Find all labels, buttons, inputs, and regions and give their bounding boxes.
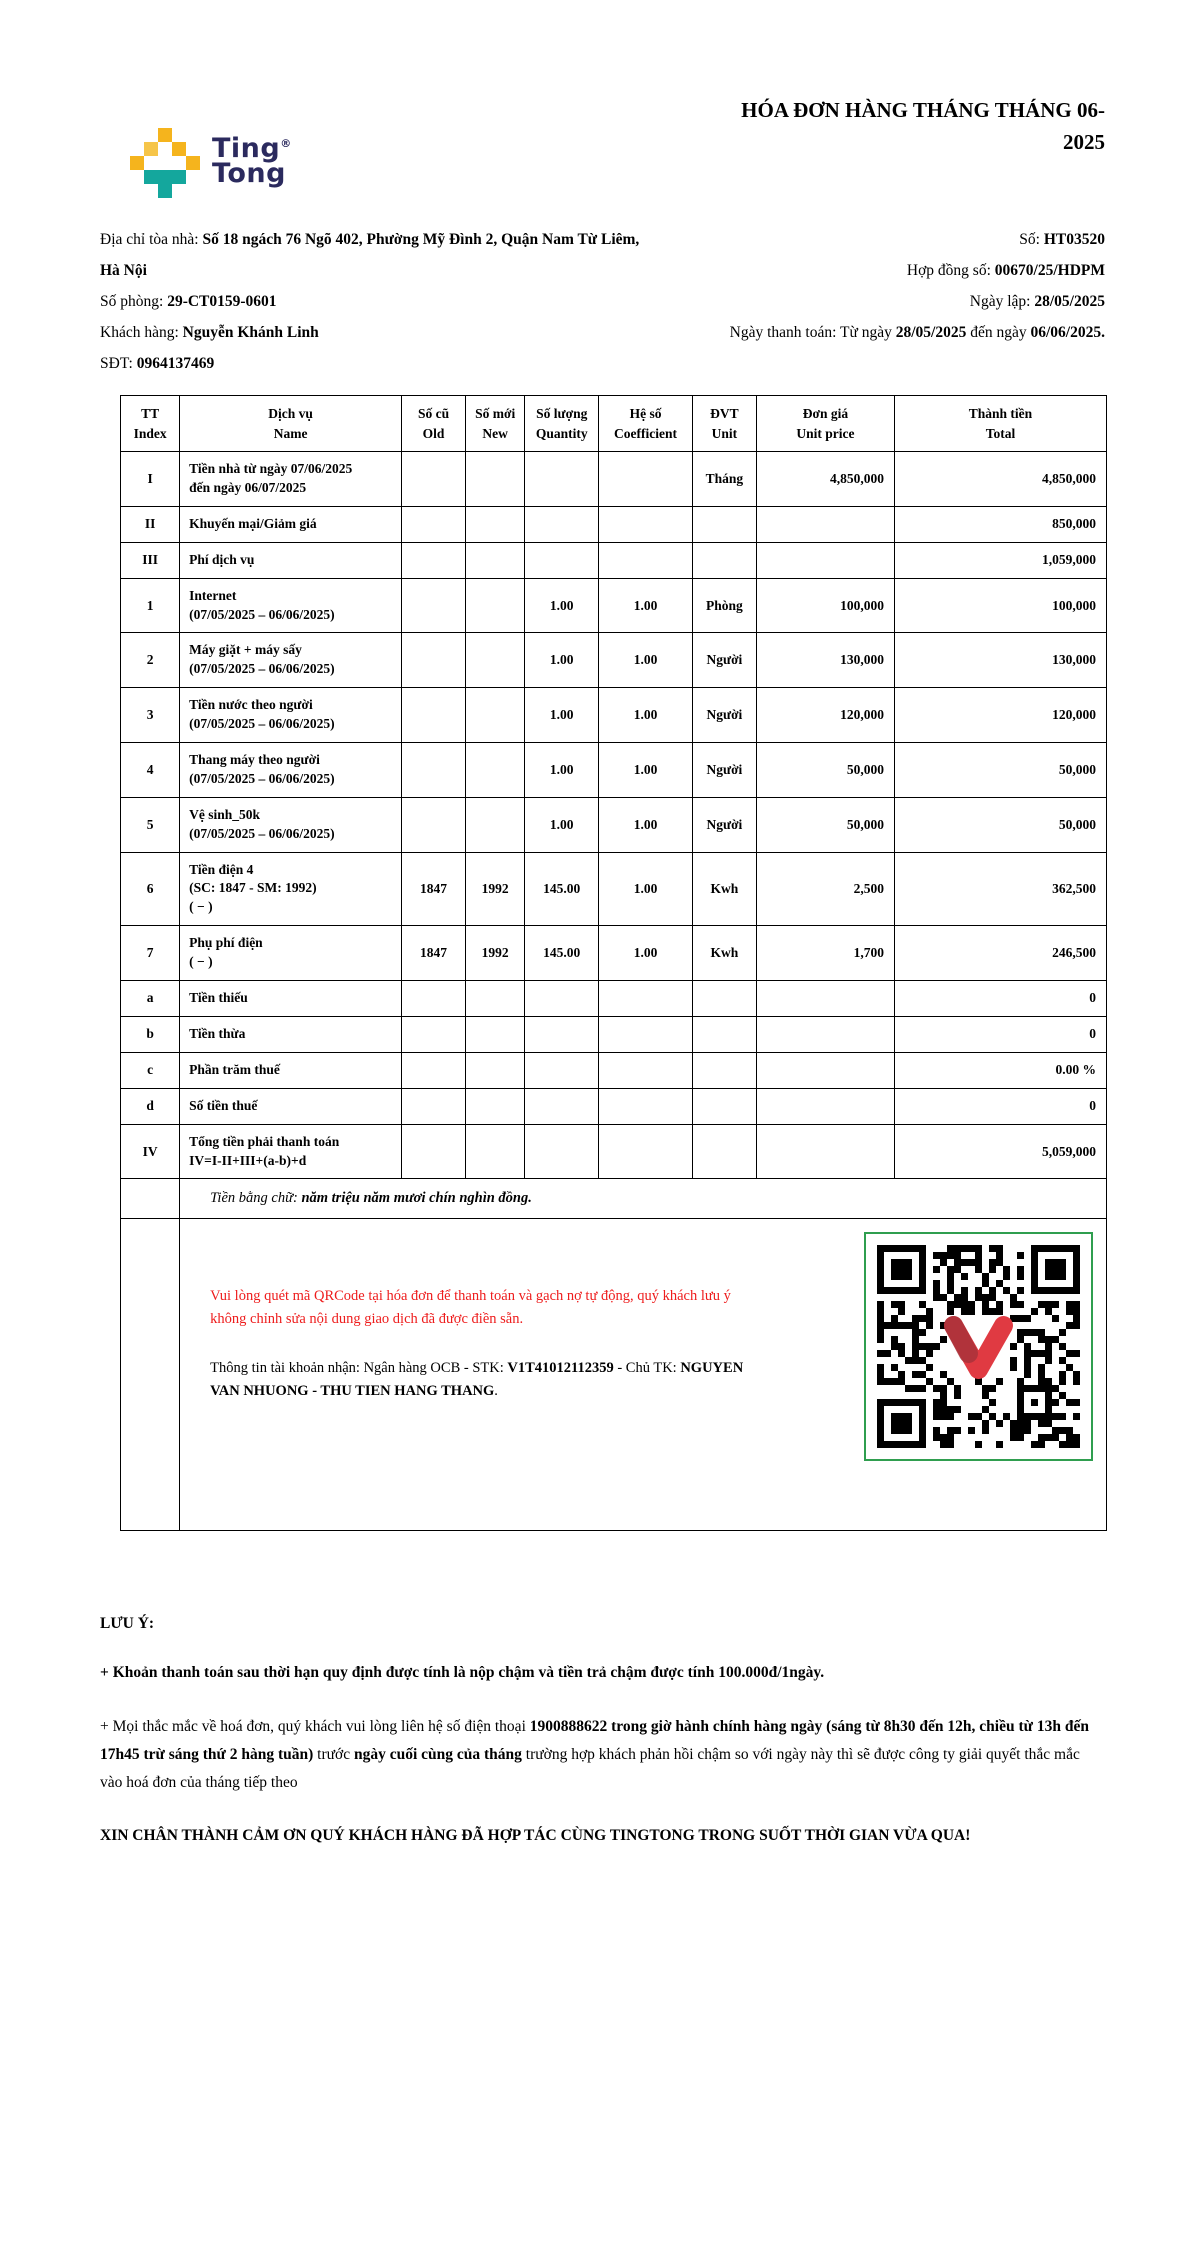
table-row — [121, 926, 1107, 981]
quantity-cell: 1.00 — [525, 633, 599, 688]
service-name-cell: Khuyến mại/Giảm giá — [180, 506, 402, 542]
new-reading-cell — [466, 506, 525, 542]
column-header: Dịch vụ Name — [180, 396, 402, 452]
unit-cell: Người — [692, 743, 756, 798]
old-reading-cell — [402, 688, 466, 743]
new-reading-cell — [466, 981, 525, 1017]
unit-cell: Người — [692, 688, 756, 743]
qr-warning-note: Vui lòng quét mã QRCode tại hóa đơn để thanh toán và gạch nợ tự động, quý khách lưu ý không chỉnh sửa nội dung giao dịch đã được điền sẵn. — [210, 1288, 731, 1327]
coefficient-cell — [599, 452, 693, 507]
quantity-cell — [525, 506, 599, 542]
quantity-cell: 1.00 — [525, 688, 599, 743]
table-row — [121, 743, 1107, 798]
column-header: Hệ số Coefficient — [599, 396, 693, 452]
tingtong-logo-icon — [130, 128, 200, 198]
bank-account-info: Thông tin tài khoản nhận: Ngân hàng OCB - STK: V1T41012112359 - Chủ TK: NGUYEN VAN NHUONG - THU TIEN HANG THANG. — [210, 1360, 744, 1399]
coefficient-cell — [599, 1052, 693, 1088]
index-cell: I — [121, 452, 180, 507]
unit-price-cell: 4,850,000 — [756, 452, 894, 507]
issue-date: Ngày lập: 28/05/2025 — [969, 293, 1105, 310]
coefficient-cell — [599, 506, 693, 542]
coefficient-cell: 1.00 — [599, 852, 693, 926]
empty-cell — [121, 1219, 180, 1531]
document-title: HÓA ĐƠN HÀNG THÁNG THÁNG 06- 2025 — [741, 98, 1105, 154]
index-cell: c — [121, 1052, 180, 1088]
index-cell: b — [121, 1016, 180, 1052]
invoice-number: Số: HT03520 — [1019, 231, 1105, 248]
quantity-cell — [525, 981, 599, 1017]
coefficient-cell: 1.00 — [599, 633, 693, 688]
coefficient-cell — [599, 542, 693, 578]
empty-cell — [121, 1179, 180, 1219]
old-reading-cell — [402, 506, 466, 542]
unit-price-cell: 100,000 — [756, 578, 894, 633]
quantity-cell — [525, 542, 599, 578]
old-reading-cell: 1847 — [402, 852, 466, 926]
total-cell: 5,059,000 — [894, 1124, 1106, 1179]
old-reading-cell — [402, 743, 466, 798]
old-reading-cell — [402, 797, 466, 852]
coefficient-cell — [599, 1124, 693, 1179]
hotline-note: + Mọi thắc mắc về hoá đơn, quý khách vui lòng liên hệ số điện thoại 1900888622 trong giờ hành chính hàng ngày (sáng từ 8h30 đến 12h, chiều từ 13h đến 17h45 trừ sáng thứ 2 hàng tuần) trước ngày cuối cùng của tháng trường hợp khách phản hồi chậm so với ngày này thì sẽ được công ty giải quyết thắc mắc vào hoá đơn của tháng tiếp theo — [100, 1718, 1089, 1791]
unit-cell — [692, 1016, 756, 1052]
quantity-cell: 145.00 — [525, 926, 599, 981]
total-cell: 0.00 % — [894, 1052, 1106, 1088]
registered-mark: ® — [280, 137, 292, 150]
old-reading-cell — [402, 452, 466, 507]
table-row — [121, 852, 1107, 926]
unit-cell: Tháng — [692, 452, 756, 507]
index-cell: II — [121, 506, 180, 542]
new-reading-cell — [466, 633, 525, 688]
notes-heading: LƯU Ý: — [100, 1615, 155, 1633]
unit-price-cell — [756, 1016, 894, 1052]
unit-cell: Phòng — [692, 578, 756, 633]
table-row — [121, 1052, 1107, 1088]
new-reading-cell — [466, 1052, 525, 1088]
unit-price-cell — [756, 1088, 894, 1124]
column-header: ĐVT Unit — [692, 396, 756, 452]
payment-period: Ngày thanh toán: Từ ngày 28/05/2025 đến ngày 06/06/2025. — [729, 324, 1105, 341]
new-reading-cell — [466, 688, 525, 743]
service-name-cell: Tổng tiền phải thanh toán IV=I-II+III+(a-b)+d — [180, 1124, 402, 1179]
unit-price-cell: 50,000 — [756, 797, 894, 852]
table-row — [121, 797, 1107, 852]
old-reading-cell — [402, 1088, 466, 1124]
qr-code-frame — [864, 1232, 1093, 1461]
quantity-cell: 1.00 — [525, 578, 599, 633]
index-cell: 2 — [121, 633, 180, 688]
footer-notes — [100, 1615, 1105, 1849]
coefficient-cell: 1.00 — [599, 926, 693, 981]
new-reading-cell: 1992 — [466, 852, 525, 926]
index-cell: IV — [121, 1124, 180, 1179]
room-number: Số phòng: 29-CT0159-0601 — [100, 293, 277, 310]
table-row — [121, 542, 1107, 578]
coefficient-cell — [599, 981, 693, 1017]
total-cell: 850,000 — [894, 506, 1106, 542]
header — [100, 95, 1105, 198]
table-row — [121, 633, 1107, 688]
table-row — [121, 688, 1107, 743]
total-cell: 50,000 — [894, 743, 1106, 798]
service-name-cell: Phụ phí điện ( − ) — [180, 926, 402, 981]
quantity-cell — [525, 1016, 599, 1052]
new-reading-cell — [466, 1088, 525, 1124]
coefficient-cell — [599, 1016, 693, 1052]
total-cell: 0 — [894, 1088, 1106, 1124]
old-reading-cell — [402, 1052, 466, 1088]
unit-price-cell: 130,000 — [756, 633, 894, 688]
coefficient-cell — [599, 1088, 693, 1124]
unit-cell — [692, 542, 756, 578]
unit-price-cell — [756, 981, 894, 1017]
quantity-cell: 145.00 — [525, 852, 599, 926]
amount-in-words-row — [121, 1179, 1107, 1219]
table-row — [121, 1124, 1107, 1179]
quantity-cell — [525, 452, 599, 507]
index-cell: d — [121, 1088, 180, 1124]
unit-cell — [692, 1052, 756, 1088]
service-name-cell: Vệ sinh_50k (07/05/2025 – 06/06/2025) — [180, 797, 402, 852]
table-row — [121, 578, 1107, 633]
index-cell: a — [121, 981, 180, 1017]
old-reading-cell — [402, 1016, 466, 1052]
total-cell: 362,500 — [894, 852, 1106, 926]
total-cell: 1,059,000 — [894, 542, 1106, 578]
column-header: Số cũ Old — [402, 396, 466, 452]
new-reading-cell — [466, 743, 525, 798]
new-reading-cell — [466, 542, 525, 578]
total-cell: 4,850,000 — [894, 452, 1106, 507]
unit-cell — [692, 981, 756, 1017]
new-reading-cell — [466, 578, 525, 633]
total-cell: 0 — [894, 1016, 1106, 1052]
column-header: Số lượng Quantity — [525, 396, 599, 452]
index-cell: 1 — [121, 578, 180, 633]
invoice-table — [120, 395, 1107, 1531]
service-name-cell: Thang máy theo người (07/05/2025 – 06/06/2025) — [180, 743, 402, 798]
service-name-cell: Số tiền thuế — [180, 1088, 402, 1124]
new-reading-cell — [466, 1124, 525, 1179]
payment-instructions — [180, 1219, 864, 1402]
old-reading-cell — [402, 633, 466, 688]
total-cell: 130,000 — [894, 633, 1106, 688]
table-body — [121, 452, 1107, 1179]
table-row — [121, 1088, 1107, 1124]
amount-in-words: Tiền bằng chữ: năm triệu năm mươi chín nghìn đồng. — [180, 1179, 1107, 1219]
thank-you-note: XIN CHÂN THÀNH CẢM ƠN QUÝ KHÁCH HÀNG ĐÃ HỢP TÁC CÙNG TINGTONG TRONG SUỐT THỜI GIAN VỪA QUA! — [100, 1827, 971, 1845]
old-reading-cell — [402, 578, 466, 633]
index-cell: 6 — [121, 852, 180, 926]
unit-cell — [692, 1124, 756, 1179]
old-reading-cell — [402, 542, 466, 578]
new-reading-cell — [466, 452, 525, 507]
column-header: Thành tiền Total — [894, 396, 1106, 452]
total-cell: 50,000 — [894, 797, 1106, 852]
unit-cell — [692, 1088, 756, 1124]
service-name-cell: Internet (07/05/2025 – 06/06/2025) — [180, 578, 402, 633]
table-row — [121, 506, 1107, 542]
index-cell: 7 — [121, 926, 180, 981]
quantity-cell — [525, 1088, 599, 1124]
coefficient-cell: 1.00 — [599, 743, 693, 798]
old-reading-cell — [402, 1124, 466, 1179]
service-name-cell: Tiền điện 4 (SC: 1847 - SM: 1992) ( − ) — [180, 852, 402, 926]
quantity-cell — [525, 1124, 599, 1179]
contract-number: Hợp đồng số: 00670/25/HDPM — [906, 262, 1105, 279]
table-header-row — [121, 396, 1107, 452]
customer-info — [100, 224, 644, 379]
coefficient-cell: 1.00 — [599, 578, 693, 633]
table-row — [121, 981, 1107, 1017]
tingtong-logo-text: Ting® Tong — [212, 133, 292, 190]
index-cell: 4 — [121, 743, 180, 798]
customer-phone: SĐT: 0964137469 — [100, 355, 215, 372]
unit-price-cell — [756, 542, 894, 578]
invoice-meta — [644, 224, 1105, 379]
quantity-cell: 1.00 — [525, 797, 599, 852]
column-header: Đơn giá Unit price — [756, 396, 894, 452]
service-name-cell: Tiền thừa — [180, 1016, 402, 1052]
index-cell: 5 — [121, 797, 180, 852]
late-payment-note: + Khoản thanh toán sau thời hạn quy định được tính là nộp chậm và tiền trả chậm được tính 100.000đ/1ngày. — [100, 1664, 825, 1682]
coefficient-cell: 1.00 — [599, 797, 693, 852]
coefficient-cell: 1.00 — [599, 688, 693, 743]
qr-code — [877, 1245, 1080, 1448]
unit-price-cell: 1,700 — [756, 926, 894, 981]
unit-price-cell — [756, 506, 894, 542]
service-name-cell: Tiền nhà từ ngày 07/06/2025 đến ngày 06/07/2025 — [180, 452, 402, 507]
service-name-cell: Tiền nước theo người (07/05/2025 – 06/06/2025) — [180, 688, 402, 743]
old-reading-cell — [402, 981, 466, 1017]
customer-name: Khách hàng: Nguyễn Khánh Linh — [100, 324, 319, 341]
column-header: Số mới New — [466, 396, 525, 452]
unit-cell: Người — [692, 797, 756, 852]
unit-price-cell: 50,000 — [756, 743, 894, 798]
service-name-cell: Máy giặt + máy sấy (07/05/2025 – 06/06/2025) — [180, 633, 402, 688]
total-cell: 0 — [894, 981, 1106, 1017]
total-cell: 100,000 — [894, 578, 1106, 633]
total-cell: 120,000 — [894, 688, 1106, 743]
old-reading-cell: 1847 — [402, 926, 466, 981]
tingtong-logo — [130, 128, 292, 198]
new-reading-cell — [466, 797, 525, 852]
unit-cell: Người — [692, 633, 756, 688]
service-name-cell: Phần trăm thuế — [180, 1052, 402, 1088]
unit-cell: Kwh — [692, 926, 756, 981]
column-header: TT Index — [121, 396, 180, 452]
unit-price-cell: 120,000 — [756, 688, 894, 743]
quantity-cell: 1.00 — [525, 743, 599, 798]
unit-price-cell: 2,500 — [756, 852, 894, 926]
index-cell: 3 — [121, 688, 180, 743]
service-name-cell: Tiền thiếu — [180, 981, 402, 1017]
unit-price-cell — [756, 1124, 894, 1179]
new-reading-cell: 1992 — [466, 926, 525, 981]
table-row — [121, 452, 1107, 507]
unit-cell: Kwh — [692, 852, 756, 926]
invoice-info — [100, 224, 1105, 379]
unit-price-cell — [756, 1052, 894, 1088]
unit-cell — [692, 506, 756, 542]
new-reading-cell — [466, 1016, 525, 1052]
service-name-cell: Phí dịch vụ — [180, 542, 402, 578]
quantity-cell — [525, 1052, 599, 1088]
total-cell: 246,500 — [894, 926, 1106, 981]
index-cell: III — [121, 542, 180, 578]
qr-payment-row — [121, 1219, 1107, 1531]
table-row — [121, 1016, 1107, 1052]
building-address: Địa chỉ tòa nhà: Số 18 ngách 76 Ngõ 402, Phường Mỹ Đình 2, Quận Nam Từ Liêm, Hà Nội — [100, 231, 640, 279]
